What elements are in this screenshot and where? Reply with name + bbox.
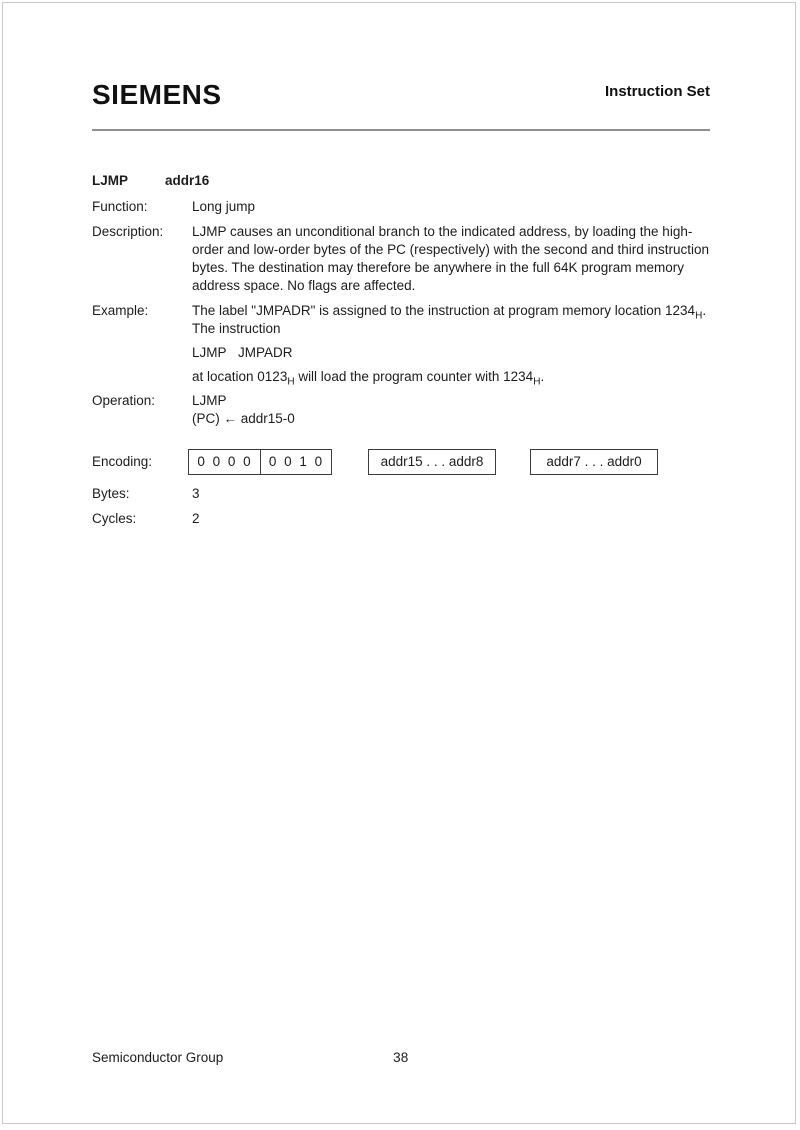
manual-page (2, 2, 796, 1124)
description-row (92, 223, 710, 295)
page-footer (92, 1049, 710, 1067)
section-title: Instruction Set (604, 83, 710, 100)
example-code-operand: JMPADR (238, 345, 293, 360)
encoding-row (92, 449, 710, 475)
operation-label: Operation: (92, 393, 156, 408)
example-intro: The label "JMPADR" is assigned to the instruction at program memory location $1234_H$. The instruction (192, 303, 707, 336)
address-low-byte-box: addr7 . . . addr0 (530, 449, 658, 475)
bytes-value: 3 (192, 486, 200, 501)
cycles-label: Cycles: (92, 511, 137, 526)
example-code-mnemonic: LJMP (192, 345, 227, 360)
opcode-byte-box (188, 449, 332, 475)
function-row (92, 198, 710, 216)
opcode-low-nibble: 0 0 1 0 (260, 450, 331, 474)
bytes-row (92, 485, 710, 503)
footer-company: Semiconductor Group (92, 1050, 224, 1065)
instruction-operand: addr16 (165, 173, 210, 188)
page-header (92, 3, 710, 109)
description-text: LJMP causes an unconditional branch to the indicated address, by loading the high-order and low-order bytes of the PC (respectively) with the second and third instruction bytes. The destination may therefore be anywhere in the full 64K program memory address space. No flags are affected. (192, 224, 710, 293)
address-high-byte-box: addr15 . . . addr8 (368, 449, 496, 475)
function-label: Function: (92, 199, 148, 214)
encoding-label: Encoding: (92, 454, 153, 469)
hex-subscript: H (695, 310, 703, 322)
opcode-high-nibble: 0 0 0 0 (197, 454, 252, 469)
cycles-value: 2 (192, 511, 200, 526)
hex-subscript: H (287, 376, 295, 388)
function-value: Long jump (192, 199, 256, 214)
instruction-heading (92, 172, 710, 190)
operation-row (92, 392, 710, 428)
example-label: Example: (92, 303, 149, 318)
example-code-line (192, 344, 710, 362)
header-rule (92, 129, 710, 131)
operation-line-2: (PC) ← addr15-0 (192, 411, 295, 426)
instruction-mnemonic: LJMP (92, 173, 129, 188)
example-outro: at location $0123_H$ will load the program counter with $1234_H$. (192, 369, 545, 388)
description-label: Description: (92, 224, 164, 239)
hex-subscript: H (533, 376, 541, 388)
page-number: 38 (393, 1050, 409, 1065)
bytes-label: Bytes: (92, 486, 130, 501)
operation-line-1: LJMP (192, 393, 227, 408)
siemens-logo: SIEMENS (92, 79, 222, 110)
instruction-doc (92, 172, 710, 528)
example-row (92, 302, 710, 386)
cycles-row (92, 510, 710, 528)
